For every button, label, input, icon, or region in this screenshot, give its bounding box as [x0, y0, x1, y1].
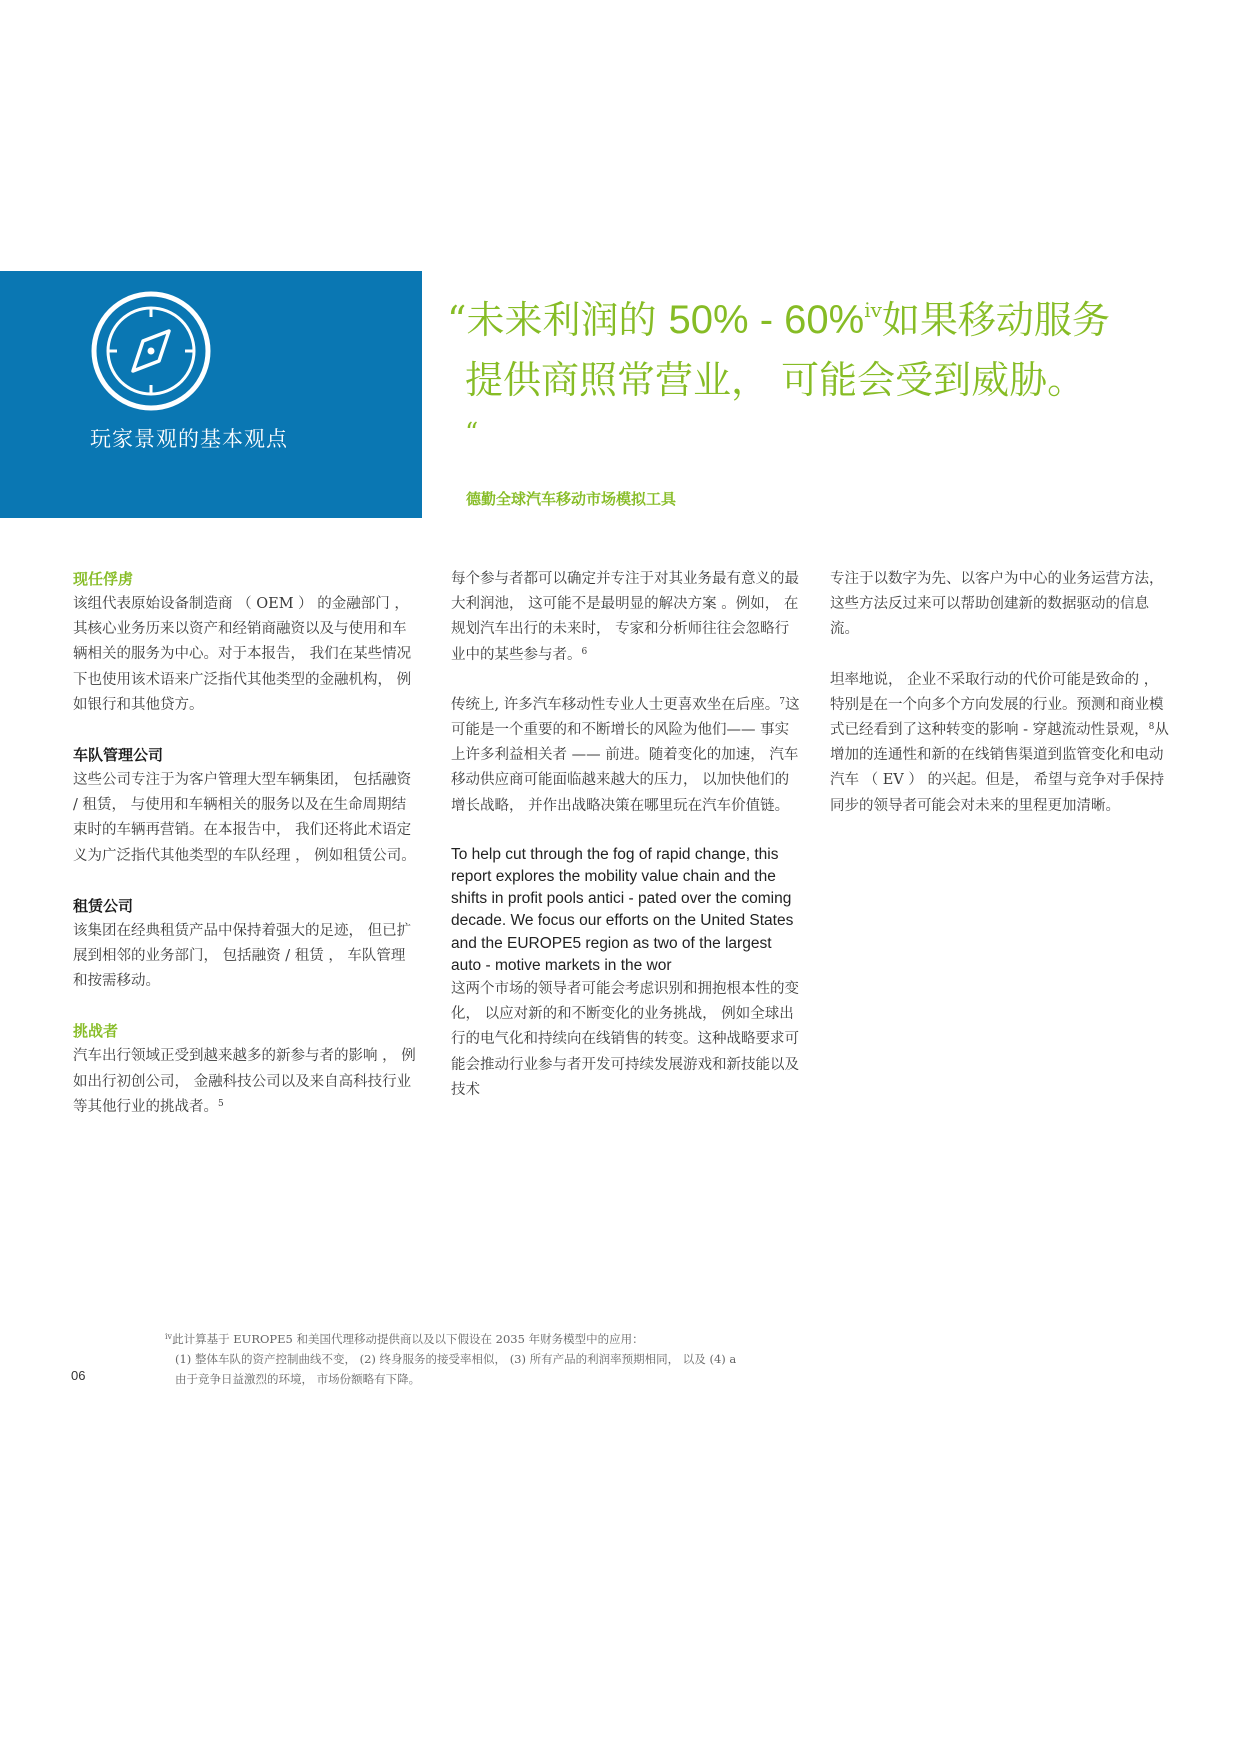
paragraph-english: To help cut through the fog of rapid change, this report explores the mobility value chain and the shifts in profit pools antici - pated over the coming decade. We focus our efforts on the United States and the EUROPE5 region as two of the largest auto - motive markets in the wor [451, 845, 794, 974]
text-challengers: 汽车出行领域正受到越来越多的新参与者的影响 ， 例如出行初创公司， 金融科技公司以及来自高科技行业等其他行业的挑战者。$^5$ [73, 1048, 416, 1115]
footnote-ref-7: 7 [779, 696, 785, 707]
footnote-ref-5: 5 [218, 1098, 224, 1109]
column-2 [451, 567, 801, 1103]
player-landscape-panel [0, 271, 422, 518]
footnote-line-3: 由于竞争日益激烈的环境， 市场份额略有下降。 [175, 1372, 421, 1386]
pull-quote-line-2: 提供商照常营业， 可能会受到威胁。 [465, 358, 1086, 402]
compass-icon [91, 291, 211, 411]
paragraph-profit-pools: 每个参与者都可以确定并专注于对其业务最有意义的最大利润池， 这可能不是最明显的解决方案 。例如， 在规划汽车出行的未来时， 专家和分析师往往会忽略行业中的某些参与者。$^6$ [451, 571, 799, 663]
footnote-ref-8: 8 [1148, 722, 1155, 733]
panel-title: 玩家景观的基本观点 [90, 427, 288, 451]
pull-quote-text-1: 未来利润的 [466, 298, 669, 342]
text-fleet-management: 这些公司专注于为客户管理大型车辆集团， 包括融资 / 租赁， 与使用和车辆相关的服务以及在生命周期结束时的车辆再营销。在本报告中， 我们还将此术语定义为广泛指代其他类型的车队经理 ， 例如租赁公司。 [73, 772, 416, 864]
open-quote-mark: “ [447, 298, 467, 342]
heading-challengers: 挑战者 [73, 1022, 119, 1041]
paragraph-digital-first: 专注于以数字为先、以客户为中心的业务运营方法， 这些方法反过来可以帮助创建新的数据驱动的信息流。 [830, 571, 1164, 638]
heading-fleet-management: 车队管理公司 [73, 746, 164, 765]
footnote-marker: iv [165, 1332, 173, 1341]
pull-quote [447, 290, 1227, 410]
quote-source: 德勤全球汽车移动市场模拟工具 [466, 490, 677, 508]
column-3 [830, 567, 1175, 819]
text-incumbent-captives: 该组代表原始设备制造商 （ OEM ） 的金融部门 ， 其核心业务历来以资产和经销商融资以及与使用和车辆相关的服务为中心。对于本报告， 我们在某些情况下也使用该术语来广泛指代其他类型的金融机构， 例如银行和其他贷方。 [73, 596, 412, 713]
footnote-ref-6: 6 [581, 646, 588, 657]
paragraph-cost-of-inaction: 坦率地说， 企业不采取行动的代价可能是致命的 ， 特别是在一个向多个方向发展的行业。预测和商业模式已经看到了这种转变的影响 - 穿越流动性景观，$^8$从增加的连通性和新的在线销售渠道到监管变化和电动汽车 （ EV ） 的兴起。但是， 希望与竞争对手保持同步的领导者可能会对未来的里程更加清晰。 [830, 671, 1169, 814]
pull-quote-superscript: iv [864, 298, 882, 322]
column-1 [73, 567, 418, 1120]
page-number: 06 [71, 1368, 86, 1383]
pull-quote-text-2: 如果移动服务 [881, 298, 1110, 342]
paragraph-back-seat: 传统上, 许多汽车移动性专业人士更喜欢坐在后座。$^7$这可能是一个重要的和不断增长的风险为他们—— 事实上许多利益相关者 —— 前进。随着变化的加速， 汽车移动供应商可能面临越来越大的压力， 以加快他们的增长战略， 并作出战略决策在哪里玩在汽车价值链。 [451, 696, 800, 814]
pull-quote-line-1 [447, 290, 1227, 350]
footnote [165, 1329, 805, 1389]
heading-incumbent-captives: 现任俘虏 [73, 570, 134, 588]
close-quote-mark: “ [465, 418, 479, 448]
footnote-line-1: $^{iv}$此计算基于 EUROPE5 和美国代理移动提供商以及以下假设在 2035 年财务模型中的应用： [165, 1332, 644, 1346]
pull-quote-figure: 50% - 60% [668, 298, 865, 342]
heading-leasing-companies: 租赁公司 [73, 896, 134, 915]
paragraph-market-leaders: 这两个市场的领导者可能会考虑识别和拥抱根本性的变化， 以应对新的和不断变化的业务挑战， 例如全球出行的电气化和持续向在线销售的转变。这种战略要求可能会推动行业参与者开发可持续发展游戏和新技能以及技术 [451, 981, 799, 1098]
text-leasing-companies: 该集团在经典租赁产品中保持着强大的足迹， 但已扩展到相邻的业务部门， 包括融资 / 租赁 ， 车队管理和按需移动。 [73, 922, 412, 990]
footnote-line-2: (1) 整体车队的资产控制曲线不变， (2) 终身服务的接受率相似， (3) 所有产品的利润率预期相同， 以及 (4) a [175, 1352, 737, 1366]
